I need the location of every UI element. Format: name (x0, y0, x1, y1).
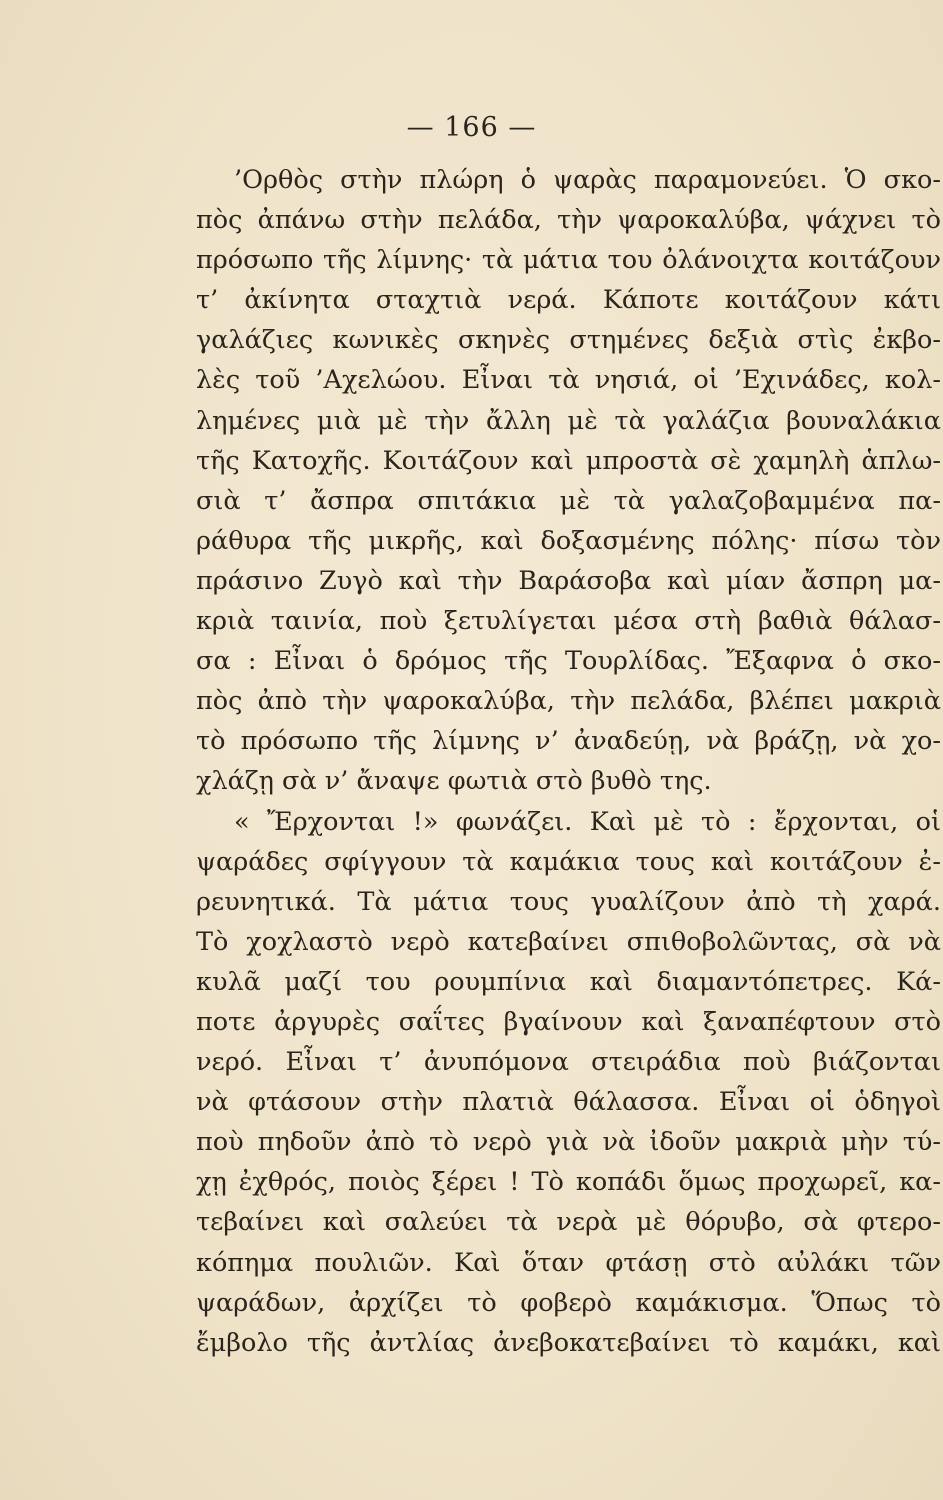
text-line: λημένες μιὰ μὲ τὴν ἄλλη μὲ τὰ γαλάζια βουναλάκια (196, 405, 941, 436)
text-line: πὸς ἀπάνω στὴν πελάδα, τὴν ψαροκαλύβα, ψάχνει τὸ (196, 205, 941, 236)
text-line: ψαράδες σφίγγουν τὰ καμάκια τους καὶ κοιτάζουν ἐ- (196, 846, 941, 877)
text-line: τ’ ἀκίνητα σταχτιὰ νερά. Κάποτε κοιτάζουν κάτι (196, 285, 941, 316)
text-line: ράθυρα τῆς μικρῆς, καὶ δοξασμένης πόλης· πίσω τὸν (196, 525, 941, 556)
page-number: — 166 — (406, 112, 537, 143)
text-line: πρόσωπο τῆς λίμνης· τὰ μάτια του ὀλάνοιχτα κοιτάζουν (196, 245, 941, 276)
text-line: « Ἔρχονται !» φωνάζει. Καὶ μὲ τὸ : ἔρχονται, οἱ (234, 806, 941, 837)
text-line: χῃ ἐχθρός, ποιὸς ξέρει ! Τὸ κοπάδι ὅμως προχωρεῖ, κα- (196, 1167, 941, 1198)
text-line: ἔμβολο τῆς ἀντλίας ἀνεβοκατεβαίνει τὸ καμάκι, καὶ (196, 1327, 941, 1358)
text-line: πράσινο Ζυγὸ καὶ τὴν Βαράσοβα καὶ μίαν ἄσπρη μα- (196, 565, 941, 596)
body-text (196, 160, 941, 1363)
text-line: ψαράδων, ἀρχίζει τὸ φοβερὸ καμάκισμα. Ὅπως τὸ (196, 1287, 941, 1318)
text-line: γαλάζιες κωνικὲς σκηνὲς στημένες δεξιὰ στὶς ἐκβο- (196, 325, 941, 356)
text-line: κόπημα πουλιῶν. Καὶ ὅταν φτάσῃ στὸ αὐλάκι τῶν (196, 1247, 941, 1278)
text-line: χλάζῃ σὰ ν’ ἄναψε φωτιὰ στὸ βυθὸ της. (196, 766, 712, 797)
text-line: ποὺ πηδοῦν ἀπὸ τὸ νερὸ γιὰ νὰ ἰδοῦν μακριὰ μὴν τύ- (196, 1127, 941, 1158)
text-line: ρευνητικά. Τὰ μάτια τους γυαλίζουν ἀπὸ τὴ χαρά. (196, 886, 941, 917)
text-line: νερό. Εἶναι τ’ ἀνυπόμονα στειράδια ποὺ βιάζονται (196, 1047, 941, 1078)
text-line: τῆς Κατοχῆς. Κοιτάζουν καὶ μπροστὰ σὲ χαμηλὴ ἁπλω- (196, 445, 941, 476)
text-line: λὲς τοῦ ’Αχελώου. Εἶναι τὰ νησιά, οἱ ’Εχινάδες, κολ- (196, 365, 941, 396)
text-line: ’Ορθὸς στὴν πλώρη ὁ ψαρὰς παραμονεύει. Ὁ σκο- (234, 165, 941, 195)
text-line: πὸς ἀπὸ τὴν ψαροκαλύβα, τὴν πελάδα, βλέπει μακριὰ (196, 686, 941, 717)
text-line: νὰ φτάσουν στὴν πλατιὰ θάλασσα. Εἶναι οἱ ὁδηγοὶ (196, 1087, 941, 1118)
text-line: ποτε ἀργυρὲς σαΐτες βγαίνουν καὶ ξαναπέφτουν στὸ (196, 1006, 941, 1037)
text-line: Τὸ χοχλαστὸ νερὸ κατεβαίνει σπιθοβολῶντας, σὰ νὰ (196, 926, 941, 957)
text-line: σιὰ τ’ ἄσπρα σπιτάκια μὲ τὰ γαλαζοβαμμένα πα- (196, 485, 941, 516)
text-line: κριὰ ταινία, ποὺ ξετυλίγεται μέσα στὴ βαθιὰ θάλασ- (196, 606, 941, 637)
text-line: τὸ πρόσωπο τῆς λίμνης ν’ ἀναδεύῃ, νὰ βράζῃ, νὰ χο- (196, 726, 941, 757)
text-line: σα : Εἶναι ὁ δρόμος τῆς Τουρλίδας. Ἔξαφνα ὁ σκο- (196, 646, 941, 677)
text-line: τεβαίνει καὶ σαλεύει τὰ νερὰ μὲ θόρυβο, σὰ φτερο- (196, 1207, 941, 1238)
text-line: κυλᾶ μαζί του ρουμπίνια καὶ διαμαντόπετρες. Κά- (196, 966, 941, 997)
